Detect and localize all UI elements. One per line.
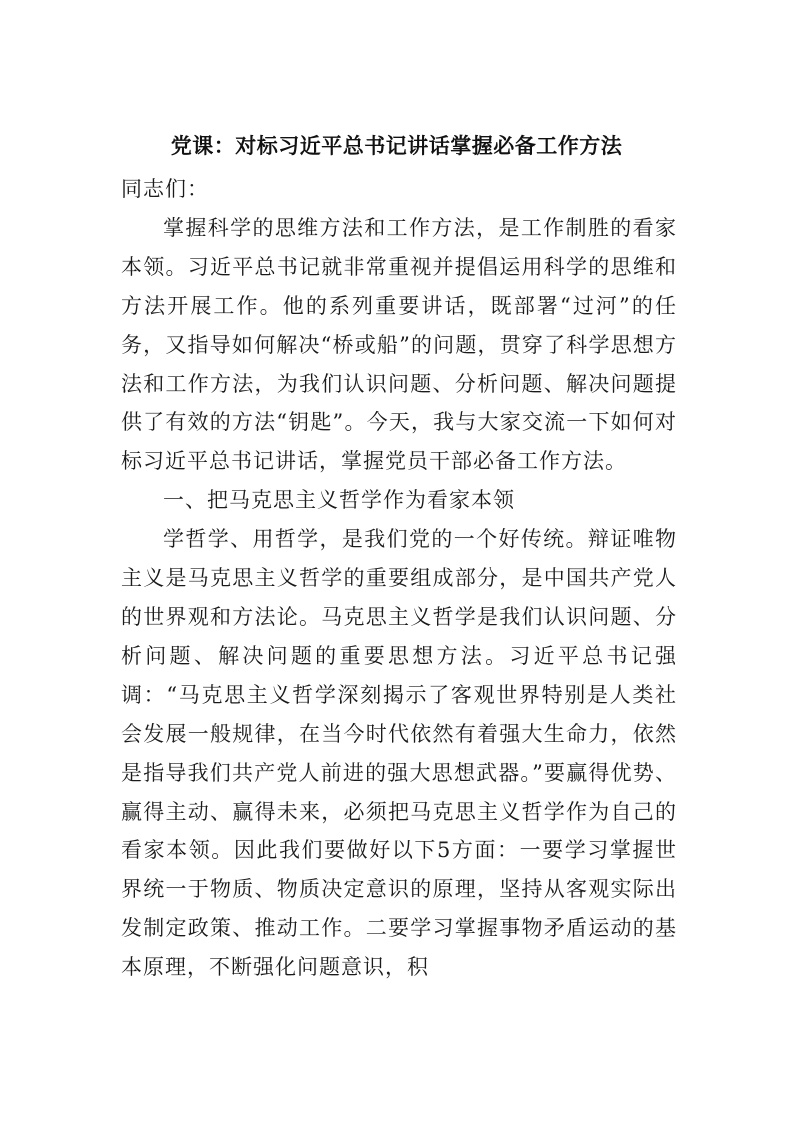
document-title: 党课：对标习近平总书记讲话掌握必备工作方法 [170,134,623,158]
paragraph-intro: 掌握科学的思维方法和工作方法，是工作制胜的看家本领。习近平总书记就非常重视并提倡运用科学的思维和方法开展工作。他的系列重要讲话，既部署“过河”的任务，又指导如何解决“桥或船”的问题，贯穿了科学思想方法和工作方法，为我们认识问题、分析问题、解决问题提供了有效的方法“钥匙”。今天，我与大家交流一下如何对标习近平总书记讲话，掌握党员干部必备工作方法。 [121,215,677,474]
document-body [121,170,677,987]
section-heading-1: 一、把马克思主义哲学作为看家本领 [163,488,515,513]
paragraph-section-1: 学哲学、用哲学，是我们党的一个好传统。辩证唯物主义是马克思主义哲学的重要组成部分，是中国共产党人的世界观和方法论。马克思主义哲学是我们认识问题、分析问题、解决问题的重要思想方法。习近平总书记强调：“马克思主义哲学深刻揭示了客观世界特别是人类社会发展一般规律，在当今时代依然有着强大生命力，依然是指导我们共产党人前进的强大思想武器。”要赢得优势、赢得主动、赢得未来，必须把马克思主义哲学作为自己的看家本领。因此我们要做好以下5方面：一要学习掌握世界统一于物质、物质决定意识的原理，坚持从客观实际出发制定政策、推动工作。二要学习掌握事物矛盾运动的基本原理，不断强化问题意识，积 [121,527,677,980]
salutation: 同志们： [121,177,209,201]
